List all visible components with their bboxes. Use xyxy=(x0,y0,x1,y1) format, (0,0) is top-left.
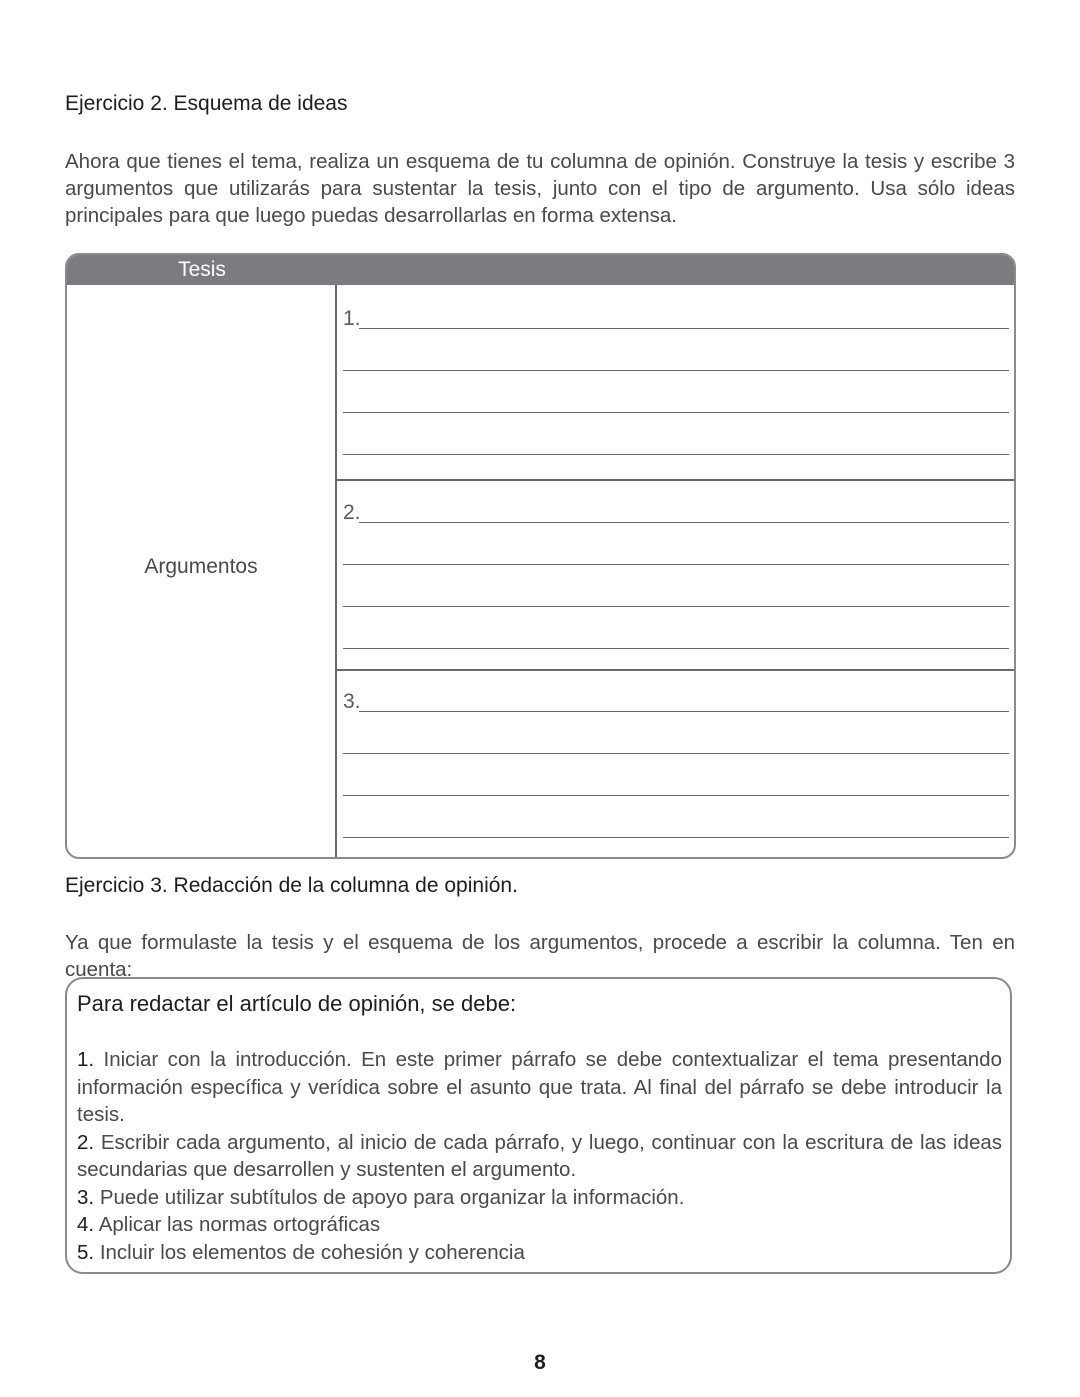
writing-line xyxy=(343,564,1009,565)
guidelines-list xyxy=(77,1046,1002,1266)
writing-line xyxy=(343,648,1009,649)
list-item xyxy=(77,1184,1002,1212)
writing-line xyxy=(343,837,1009,838)
arguments-label: Argumentos xyxy=(144,555,258,578)
item-text: Iniciar con la introducción. En este primer párrafo se debe contextualizar el tema presentando información específica y verídica sobre el asunto que trata. Al final del párrafo se debe introducir la tesis. xyxy=(77,1048,1002,1126)
thesis-label: Tesis xyxy=(178,258,226,281)
writing-line xyxy=(343,454,1009,455)
argument-number-2: 2. xyxy=(343,501,361,524)
list-item xyxy=(77,1211,1002,1239)
page-number: 8 xyxy=(534,1351,546,1374)
item-text: Puede utilizar subtítulos de apoyo para organizar la información. xyxy=(99,1185,685,1209)
writing-line xyxy=(343,412,1009,413)
item-text: Incluir los elementos de cohesión y coherencia xyxy=(99,1240,525,1264)
writing-guidelines-box xyxy=(65,977,1012,1274)
item-number: 4. xyxy=(77,1213,95,1236)
writing-line xyxy=(343,606,1009,607)
guidelines-title: Para redactar el artículo de opinión, se debe: xyxy=(77,991,517,1016)
item-text: Escribir cada argumento, al inicio de cada párrafo, y luego, continuar con la escritura de las ideas secundarias que desarrollen y sustenten el argumento. xyxy=(77,1130,1002,1181)
thesis-arguments-table xyxy=(65,253,1016,859)
argument-number-1: 1. xyxy=(343,307,361,330)
writing-line xyxy=(343,795,1009,796)
writing-line xyxy=(359,711,1009,712)
argument-row-3[interactable] xyxy=(337,669,1014,859)
item-number: 1. xyxy=(77,1048,95,1071)
list-item xyxy=(77,1046,1002,1129)
exercise2-instructions: Ahora que tienes el tema, realiza un esquema de tu columna de opinión. Construye la tesis y escribe 3 argumentos que utilizarás para sustentar la tesis, junto con el tipo de argumento. Usa sólo ideas principales para que luego puedas desarrollarlas en forma extensa. xyxy=(65,150,1015,227)
item-text: Aplicar las normas ortográficas xyxy=(98,1213,381,1236)
list-item xyxy=(77,1129,1002,1184)
table-header xyxy=(67,255,1014,285)
exercise2-heading: Ejercicio 2. Esquema de ideas xyxy=(65,92,348,115)
argument-number-3: 3. xyxy=(343,690,361,713)
argument-row-2[interactable] xyxy=(337,479,1014,669)
arguments-label-cell xyxy=(67,285,337,859)
writing-line xyxy=(359,328,1009,329)
argument-row-1[interactable] xyxy=(337,285,1014,479)
list-item xyxy=(77,1239,1002,1267)
writing-line xyxy=(343,370,1009,371)
writing-line xyxy=(359,522,1009,523)
item-number: 2. xyxy=(77,1130,95,1154)
item-number: 5. xyxy=(77,1240,95,1264)
exercise3-heading: Ejercicio 3. Redacción de la columna de opinión. xyxy=(65,874,518,897)
exercise3-instructions: Ya que formulaste la tesis y el esquema de los argumentos, procede a escribir la columna. Ten en cuenta: xyxy=(65,931,1015,981)
item-number: 3. xyxy=(77,1185,95,1209)
writing-line xyxy=(343,753,1009,754)
